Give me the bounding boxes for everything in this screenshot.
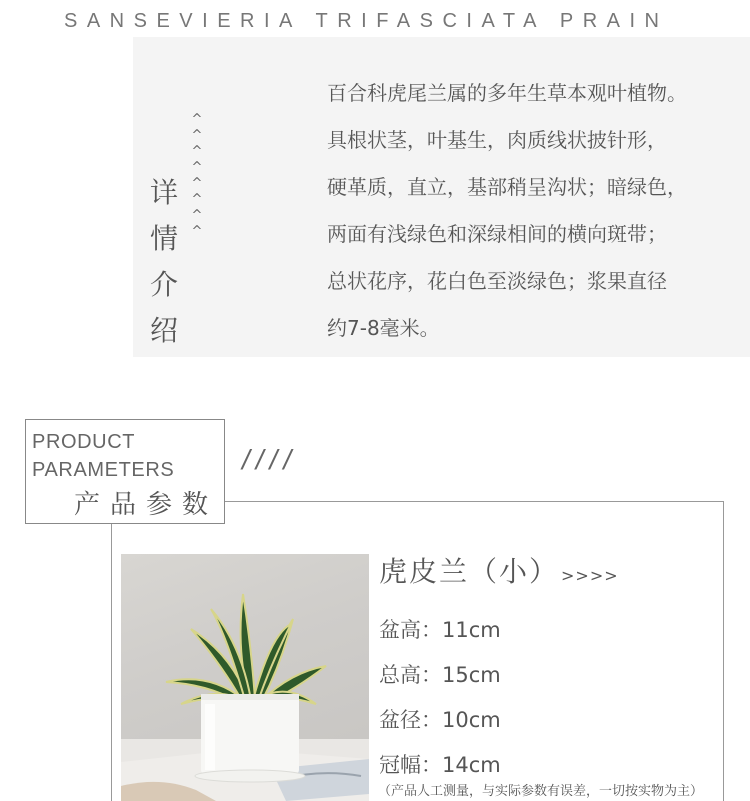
spec-value: 11cm: [442, 618, 501, 642]
chevron-up-icon: ^: [191, 224, 203, 239]
detail-heading: [150, 170, 186, 354]
parameters-title-en-line: PARAMETERS: [32, 459, 175, 481]
description-line: 两面有浅绿色和深绿相间的横向斑带；: [327, 222, 667, 246]
detail-heading-char: 详: [150, 176, 179, 209]
sansevieria-plant-image: [121, 554, 369, 801]
chevron-up-icon: ^: [191, 144, 203, 159]
detail-heading-char: 绍: [150, 314, 179, 347]
chevron-up-icon: ^: [191, 160, 203, 175]
spec-label: 盆高：: [379, 618, 442, 642]
slash-decoration: ////: [242, 444, 298, 475]
spec-value: 10cm: [442, 708, 501, 732]
spec-label: 盆径：: [379, 708, 442, 732]
chevron-up-icon: ^: [191, 128, 203, 143]
detail-heading-char: 情: [150, 222, 179, 255]
chevron-up-icon: ^: [191, 112, 203, 127]
parameters-title-en: [32, 428, 174, 484]
description-line: 百合科虎尾兰属的多年生草本观叶植物。: [327, 81, 687, 105]
parameters-title-cn: 产品参数: [74, 490, 219, 520]
description-line: 总状花序，花白色至淡绿色；浆果直径: [327, 269, 667, 293]
spec-label: 冠幅：: [379, 753, 442, 777]
parameters-title-en-line: PRODUCT: [32, 431, 136, 453]
product-parameters-box: [25, 419, 225, 524]
description-line: 约7-8毫米。: [327, 316, 440, 340]
chevron-up-icon: ^: [191, 176, 203, 191]
product-name-arrows: >>>>: [561, 566, 619, 585]
description-line: 具根状茎，叶基生，肉质线状披针形，: [327, 128, 667, 152]
chevron-up-icons: [189, 112, 205, 240]
measurement-note: （产品人工测量，与实际参数有误差，一切按实物为主）: [378, 784, 704, 799]
product-photo: [121, 554, 369, 801]
product-name-text: 虎皮兰（小）: [379, 555, 560, 588]
chevron-up-icon: ^: [191, 208, 203, 223]
detail-heading-char: 介: [150, 268, 179, 301]
latin-name-title: SANSEVIERIA TRIFASCIATA PRAIN: [64, 10, 669, 32]
spec-value: 15cm: [442, 663, 501, 687]
description-text: [327, 70, 737, 352]
spec-label: 总高：: [379, 663, 442, 687]
description-line: 硬革质，直立，基部稍呈沟状；暗绿色，: [327, 175, 687, 199]
chevron-up-icon: ^: [191, 192, 203, 207]
spec-value: 14cm: [442, 753, 501, 777]
